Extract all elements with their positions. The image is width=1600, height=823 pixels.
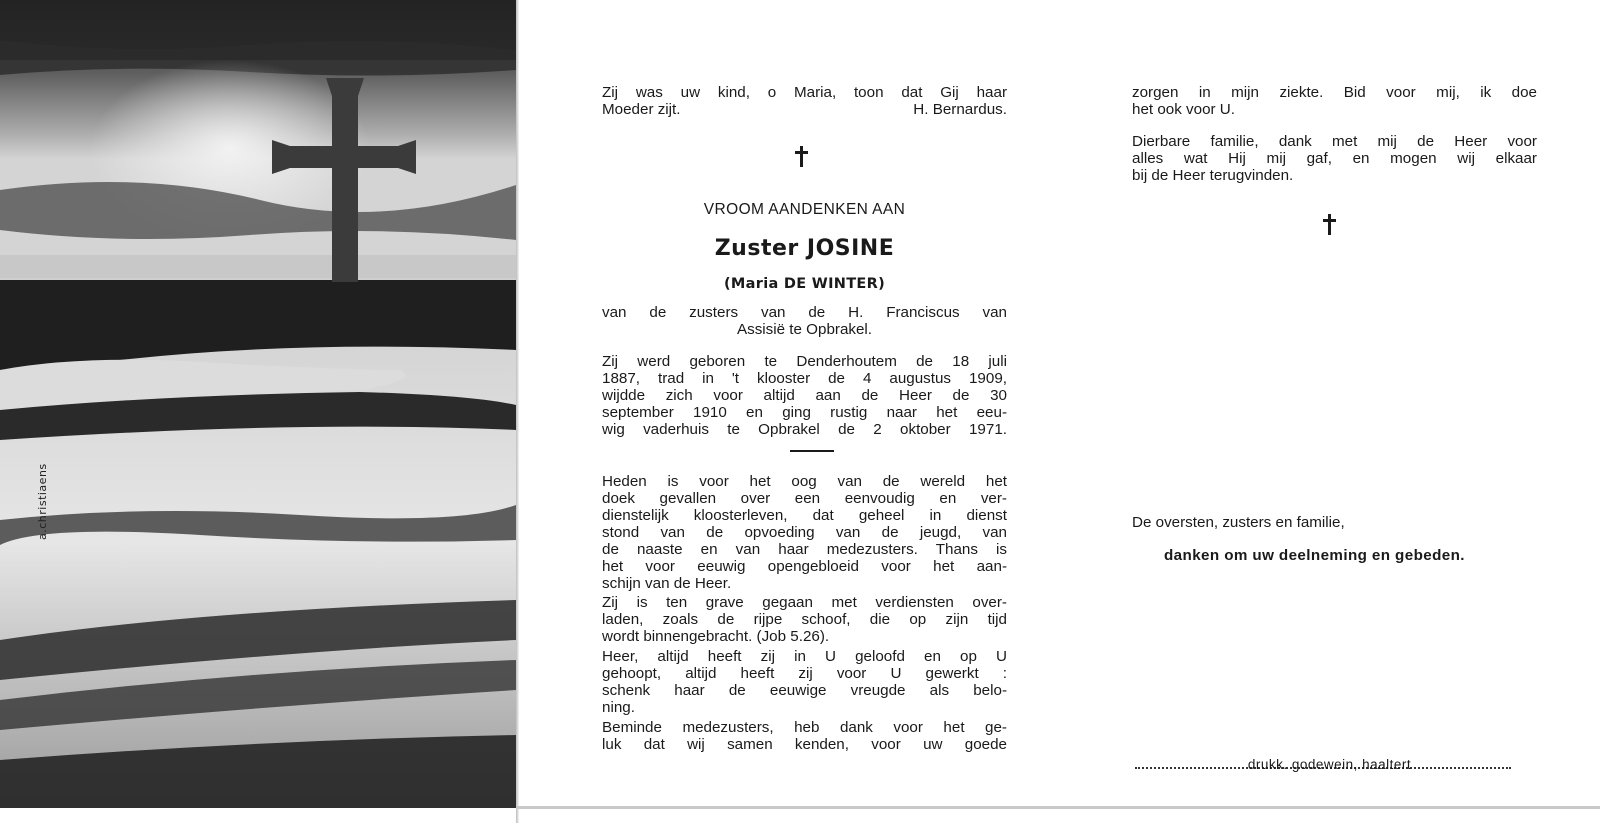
quote-line: Moeder zijt. (602, 101, 681, 118)
text-line: stond van de opvoeding van de jeugd, van (602, 524, 1007, 541)
bio-line: wijdde zich voor altijd aan de Heer de 30 (602, 387, 1007, 404)
civil-name: (Maria DE WINTER) (724, 276, 885, 292)
text-line: het voor eeuwig opengebloeid voor het aan- (602, 558, 1007, 575)
bio-line: Zij werd geboren te Denderhoutem de 18 juli (602, 353, 1007, 370)
text-line: alles wat Hij mij gaf, en mogen wij elkaar (1132, 150, 1537, 167)
text-line: doek gevallen over een eenvoudig en ver- (602, 490, 1007, 507)
order-block (602, 304, 1007, 338)
text-line: wordt binnengebracht. (Job 5.26). (602, 628, 830, 645)
paragraph-prayer (602, 648, 1007, 716)
text-line: Heer, altijd heeft zij in U geloofd en op U (602, 648, 1007, 665)
bio-line: 1887, trad in 't klooster de 4 augustus 1909, (602, 370, 1007, 387)
fold-line (516, 0, 519, 823)
order-line: van de zusters van de H. Franciscus van (602, 304, 1007, 321)
text-line: zorgen in mijn ziekte. Bid voor mij, ik doe (1132, 84, 1537, 101)
divider (790, 450, 834, 452)
text-line: Dierbare familie, dank met mij de Heer voor (1132, 133, 1537, 150)
deceased-name: Zuster JOSINE (714, 236, 895, 261)
artist-signature: a.christiaens (36, 463, 49, 540)
text-line: schijn van de Heer. (602, 575, 732, 592)
biography (602, 353, 1007, 438)
text-line: gehoopt, altijd heeft zij voor U gewerkt : (602, 665, 1007, 682)
text-line: de naaste en van haar medezusters. Thans is (602, 541, 1007, 558)
quote-line: Zij was uw kind, o Maria, toon dat Gij haar (602, 84, 1007, 101)
text-line: het ook voor U. (1132, 101, 1235, 118)
quote-attribution: H. Bernardus. (913, 101, 1007, 118)
paragraph-grave (602, 594, 1007, 645)
cross-landscape-photo (0, 0, 516, 808)
quote-block (602, 84, 1007, 118)
memorial-photo (0, 0, 516, 808)
thanks-message: danken om uw deelneming en gebeden. (1164, 547, 1465, 564)
text-line: ning. (602, 699, 635, 716)
bio-line: september 1910 en ging rustig naar het eeu- (602, 404, 1007, 421)
thanks-intro: De oversten, zusters en familie, (1132, 514, 1345, 531)
text-line: schenk haar de eeuwige vreugde als belo- (602, 682, 1007, 699)
text-line: bij de Heer terugvinden. (1132, 167, 1294, 184)
text-line: Zij is ten grave gegaan met verdiensten over- (602, 594, 1007, 611)
paragraph-family (1132, 133, 1537, 184)
paragraph-illness (1132, 84, 1537, 118)
memorial-heading: VROOM AANDENKEN AAN (703, 201, 906, 218)
text-line: Heden is voor het oog van de wereld het (602, 473, 1007, 490)
bio-line: wig vaderhuis te Opbrakel de 2 oktober 1971. (602, 421, 1007, 438)
card-edge (516, 806, 1600, 809)
paragraph-tribute (602, 473, 1007, 592)
text-line: dienstelijk kloosterleven, dat geheel in dienst (602, 507, 1007, 524)
cross-icon (1322, 214, 1336, 236)
text-line: luk dat wij samen kenden, voor uw goede (602, 736, 1007, 753)
paragraph-sisters (602, 719, 1007, 753)
text-line: Beminde medezusters, heb dank voor het ge- (602, 719, 1007, 736)
text-line: laden, zoals de rijpe schoof, die op zijn tijd (602, 611, 1007, 628)
cross-icon (794, 146, 808, 168)
printer-credit: drukk. godewein, haaltert (1247, 757, 1412, 772)
order-line: Assisië te Opbrakel. (736, 321, 873, 338)
